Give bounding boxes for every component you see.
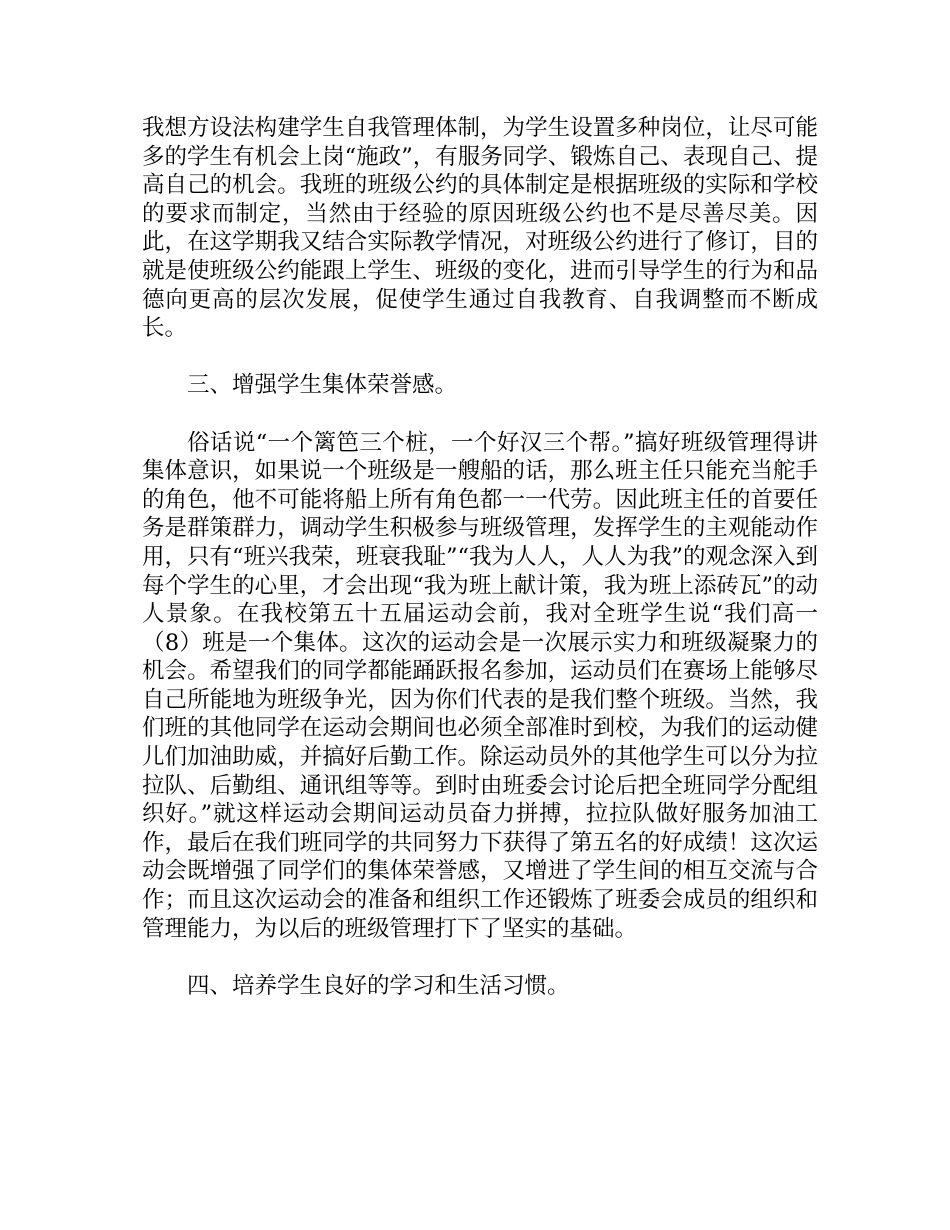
section-heading-good-habits: 四、培养学生良好的学习和生活习惯。: [187, 972, 570, 999]
document-body: [142, 114, 818, 1029]
paragraph-sports-meet: 俗话说“一个篱笆三个桩，一个好汉三个帮。”搞好班级管理得讲集体意识，如果说一个班级是一艘船的话，那么班主任只能充当舵手的角色，他不可能将船上所有角色都一一代劳。因此班主任的首要任务是群策群力，调动学生积极参与班级管理，发挥学生的主观能动作用，只有“班兴我荣，班衰我耻”“我为人人，人人为我”的观念深入到每个学生的心里，才会出现“我为班上献计策，我为班上添砖瓦”的动人景象。在我校第五十五届运动会前，我对全班学生说“我们高一（8）班是一个集体。这次的运动会是一次展示实力和班级凝聚力的机会。希望我们的同学都能踊跃报名参加，运动员们在赛场上能够尽自己所能地为班级争光，因为你们代表的是我们整个班级。当然，我们班的其他同学在运动会期间也必须全部准时到校，为我们的运动健儿们加油助威，并搞好后勤工作。除运动员外的其他学生可以分为拉拉队、后勤组、通讯组等等。到时由班委会讨论后把全班同学分配组织好。”就这样运动会期间运动员奋力拼搏，拉拉队做好服务加油工作，最后在我们班同学的共同努力下获得了第五名的好成绩！这次运动会既增强了同学们的集体荣誉感，又增进了学生间的相互交流与合作；而且这次运动会的准备和组织工作还锻炼了班委会成员的组织和管理能力，为以后的班级管理打下了坚实的基础。: [142, 429, 819, 942]
paragraph-self-management: 我想方设法构建学生自我管理体制，为学生设置多种岗位，让尽可能多的学生有机会上岗“施政”，有服务同学、锻炼自己、表现自己、提高自己的机会。我班的班级公约的具体制定是根据班级的实际和学校的要求而制定，当然由于经验的原因班级公约也不是尽善尽美。因此，在这学期我又结合实际教学情况，对班级公约进行了修订，目的就是使班级公约能跟上学生、班级的变化，进而引导学生的行为和品德向更高的层次发展，促使学生通过自我教育、自我调整而不断成长。: [142, 115, 818, 342]
section-heading-collective-honor: 三、增强学生集体荣誉感。: [187, 372, 458, 399]
